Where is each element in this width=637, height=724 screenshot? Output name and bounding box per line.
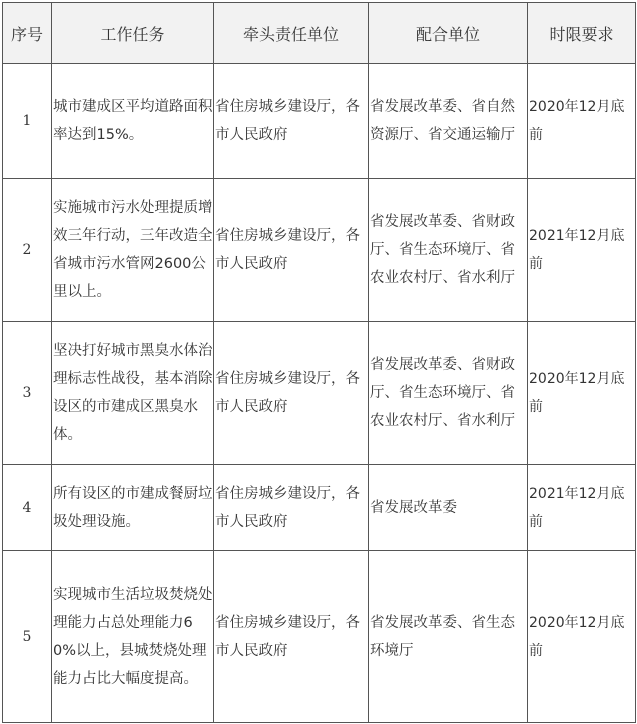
lead-unit-cell: 省住房城乡建设厅，各市人民政府 <box>214 64 369 179</box>
support-unit-cell: 省发展改革委、省财政厅、省生态环境厅、省农业农村厅、省水利厅 <box>369 179 528 322</box>
lead-unit-cell: 省住房城乡建设厅，各市人民政府 <box>214 179 369 322</box>
task-cell: 坚决打好城市黑臭水体治理标志性战役，基本消除设区的市建成区黑臭水体。 <box>52 322 214 465</box>
header-support-unit: 配合单位 <box>369 3 528 64</box>
lead-unit-cell: 省住房城乡建设厅，各市人民政府 <box>214 551 369 723</box>
table-body <box>3 64 636 723</box>
deadline-cell: 2021年12月底前 <box>528 179 636 322</box>
header-row <box>3 3 636 64</box>
table-row <box>3 179 636 322</box>
row-number: 3 <box>3 322 52 465</box>
table-row <box>3 465 636 551</box>
header-number: 序号 <box>3 3 52 64</box>
deadline-cell: 2020年12月底前 <box>528 64 636 179</box>
header-deadline: 时限要求 <box>528 3 636 64</box>
row-number: 5 <box>3 551 52 723</box>
task-cell: 实施城市污水处理提质增效三年行动，三年改造全省城市污水管网2600公里以上。 <box>52 179 214 322</box>
task-table <box>2 2 636 723</box>
table-row <box>3 322 636 465</box>
table-row <box>3 551 636 723</box>
deadline-cell: 2020年12月底前 <box>528 551 636 723</box>
row-number: 2 <box>3 179 52 322</box>
deadline-cell: 2020年12月底前 <box>528 322 636 465</box>
lead-unit-cell: 省住房城乡建设厅，各市人民政府 <box>214 465 369 551</box>
header-task: 工作任务 <box>52 3 214 64</box>
deadline-cell: 2021年12月底前 <box>528 465 636 551</box>
support-unit-cell: 省发展改革委、省财政厅、省生态环境厅、省农业农村厅、省水利厅 <box>369 322 528 465</box>
row-number: 4 <box>3 465 52 551</box>
row-number: 1 <box>3 64 52 179</box>
lead-unit-cell: 省住房城乡建设厅，各市人民政府 <box>214 322 369 465</box>
table-header <box>3 3 636 64</box>
support-unit-cell: 省发展改革委、省自然资源厅、省交通运输厅 <box>369 64 528 179</box>
table-row <box>3 64 636 179</box>
task-cell: 城市建成区平均道路面积率达到15%。 <box>52 64 214 179</box>
support-unit-cell: 省发展改革委、省生态环境厅 <box>369 551 528 723</box>
task-cell: 所有设区的市建成餐厨垃圾处理设施。 <box>52 465 214 551</box>
task-cell: 实现城市生活垃圾焚烧处理能力占总处理能力60%以上，县城焚烧处理能力占比大幅度提高。 <box>52 551 214 723</box>
support-unit-cell: 省发展改革委 <box>369 465 528 551</box>
header-lead-unit: 牵头责任单位 <box>214 3 369 64</box>
